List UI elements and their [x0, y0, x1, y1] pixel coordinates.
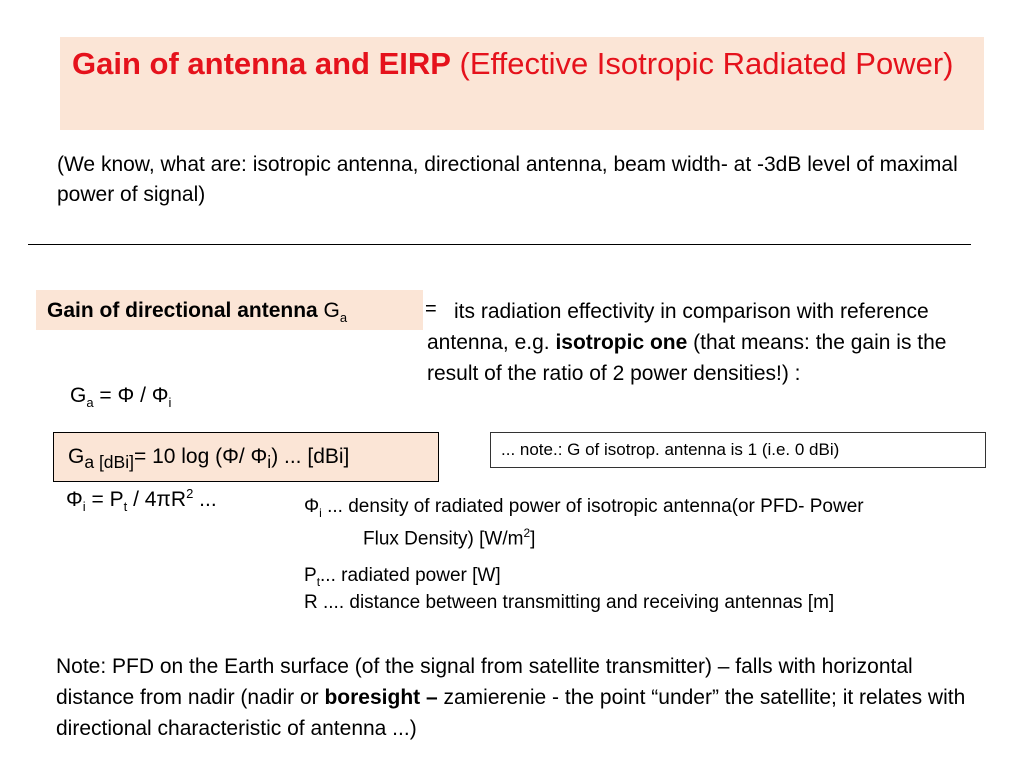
- intro-text: (We know, what are: isotropic antenna, directional antenna, beam width- at -3dB level of maximal power of signal): [57, 153, 958, 206]
- title-bold: Gain of antenna and EIRP: [72, 46, 451, 81]
- gain-label-text: Gain of directional antenna: [47, 299, 318, 322]
- definition-part1: its radiation effectivity in comparison with reference antenna, e.g.: [427, 300, 929, 354]
- formula-gain-dbi-box: [53, 432, 439, 482]
- gain-label-box: [36, 290, 423, 330]
- legend-p-sub: t: [316, 574, 321, 589]
- formula3-mid: = P: [85, 488, 124, 511]
- formula2-rhs-sub: i: [267, 452, 272, 473]
- legend-phi-cont-end: ]: [530, 528, 536, 550]
- definition-bold: isotropic one: [555, 331, 688, 354]
- legend-distance: R .... distance between transmitting and receiving antennas [m]: [304, 592, 835, 613]
- formula3-tail: / 4πR: [127, 488, 187, 511]
- legend-phi-cont: Flux Density) [W/m: [363, 528, 524, 550]
- legend-phi-continued: [363, 520, 535, 552]
- legend-phi-cont-sup: 2: [523, 526, 531, 540]
- divider-line: [28, 244, 971, 245]
- formula1-mid: = Φ / Φ: [93, 384, 169, 407]
- formula3-phi: Φ: [66, 488, 83, 511]
- formula2-tail: ) ... [dBi]: [271, 445, 350, 468]
- formula1-rhs-sub: i: [168, 395, 172, 411]
- legend-phi-symbol: Φ: [304, 496, 320, 517]
- formula2-mid: = 10 log (Φ/ Φ: [133, 445, 268, 468]
- slide-title: [72, 44, 972, 84]
- definition-part2: (that means: the gain is the result of the ratio of 2 power densities!) :: [427, 331, 947, 385]
- formula3-sup: 2: [186, 486, 194, 501]
- formula2-lhs: G: [68, 445, 85, 468]
- formula-isotropic-density: [66, 486, 217, 514]
- bottom-note-bold: boresight –: [324, 686, 438, 709]
- title-rest: (Effective Isotropic Radiated Power): [450, 46, 954, 81]
- isotropic-note-box: ... note.: G of isotrop. antenna is 1 (i.e. 0 dBi): [490, 432, 986, 468]
- gain-symbol: G: [323, 299, 340, 322]
- gain-definition: [427, 296, 947, 389]
- bottom-note: [56, 651, 996, 744]
- bottom-note-part2: zamierenie - the point “under” the satellite; it relates with directional characteristic of antenna ...): [56, 686, 966, 740]
- formula-gain-ratio: [70, 384, 171, 410]
- gain-symbol-sub: a: [339, 310, 348, 326]
- legend-phi-sub: i: [319, 505, 322, 520]
- equals-sign: =: [425, 298, 437, 320]
- legend-phi-text: ... density of radiated power of isotropic antenna(or PFD- Power: [321, 496, 864, 517]
- formula3-phi-sub: i: [82, 499, 86, 515]
- formula3-p-sub: t: [123, 499, 128, 515]
- formula3-end: ...: [193, 488, 217, 511]
- formula1-lhs-sub: a: [86, 395, 94, 411]
- bottom-note-part1: Note: PFD on the Earth surface (of the signal from satellite transmitter) – falls with horizontal distance from nadir (nadir or: [56, 655, 913, 709]
- formula1-lhs: G: [70, 384, 87, 407]
- legend-p-text: ... radiated power [W]: [320, 565, 501, 586]
- formula2-lhs-sub: a [dBi]: [84, 452, 134, 473]
- legend-p-symbol: P: [304, 565, 317, 586]
